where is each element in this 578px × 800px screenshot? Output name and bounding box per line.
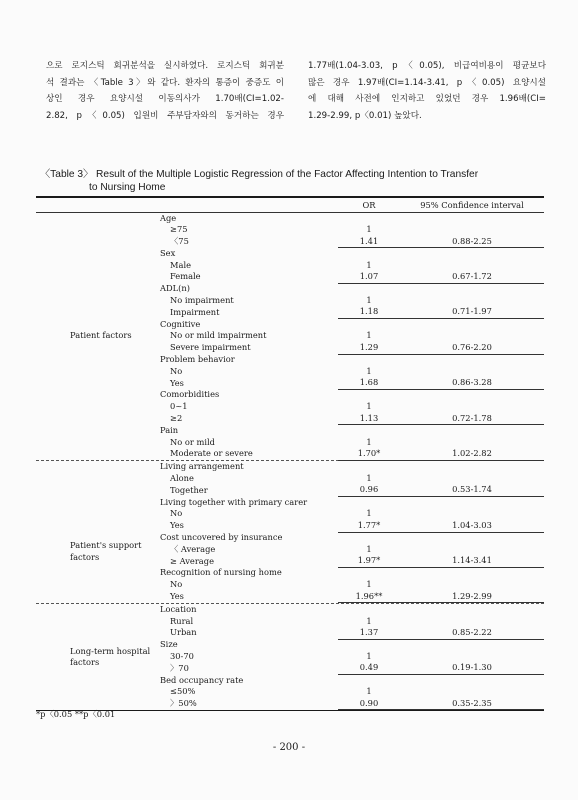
variable-label: Size	[160, 639, 178, 650]
variable-label: Living arrangement	[160, 461, 244, 472]
variable-label: No	[170, 365, 183, 376]
odds-ratio: 1	[366, 650, 372, 661]
body-line: 석 결과는 〈Table 3〉와 같다. 환자의 통증이 중증도 이	[46, 77, 284, 88]
body-line: 2.82, p〈0.05) 입원비 주부담자와의 동거하는 경우	[46, 110, 284, 121]
table-row	[36, 248, 544, 260]
variable-label: Alone	[170, 473, 194, 484]
body-line: 에 대해 사전에 인지하고 있었던 경우 1.96배(CI=	[308, 94, 546, 105]
odds-ratio: 1	[366, 224, 372, 235]
confidence-interval: 0.35-2.35	[400, 698, 544, 711]
variable-label: ≥ Average	[170, 555, 214, 566]
regression-table	[36, 196, 544, 711]
odds-ratio: 1.07	[338, 271, 400, 284]
variable-label: Together	[170, 484, 208, 495]
table-row	[36, 675, 544, 687]
table-row	[36, 686, 544, 698]
variable-label: Age	[160, 212, 177, 223]
page-number: - 200 -	[272, 742, 306, 753]
table-caption	[40, 169, 550, 194]
body-line: 1.29-2.99, p〈0.01) 높았다.	[308, 110, 422, 121]
table-row	[36, 366, 544, 378]
body-text	[46, 58, 546, 124]
table-row	[36, 520, 544, 532]
table-row	[36, 413, 544, 425]
confidence-interval: 0.85-2.22	[400, 627, 544, 640]
odds-ratio: 1	[366, 579, 372, 590]
variable-label: Sex	[160, 247, 176, 258]
table-row	[36, 354, 544, 366]
table-row	[36, 497, 544, 509]
variable-label: ADL(n)	[160, 283, 190, 294]
confidence-interval: 1.04-3.03	[400, 520, 544, 533]
variable-label: Problem behavior	[160, 354, 235, 365]
confidence-interval: 0.53-1.74	[400, 484, 544, 497]
odds-ratio: 1.68	[338, 377, 400, 390]
confidence-interval: 0.67-1.72	[400, 271, 544, 284]
confidence-interval: 0.88-2.25	[400, 236, 544, 249]
odds-ratio: 1	[366, 436, 372, 447]
variable-label: Location	[160, 603, 197, 614]
variable-label: Bed occupancy rate	[160, 674, 244, 685]
table-row	[36, 437, 544, 449]
table-body	[36, 213, 544, 710]
caption-line: 〈Table 3〉 Result of the Multiple Logistic Regression of the Factor Affecting Intention to Transfer	[40, 169, 479, 180]
table-row	[36, 591, 544, 603]
variable-label: Impairment	[170, 306, 220, 317]
odds-ratio: 1	[366, 401, 372, 412]
variable-label: Female	[170, 271, 201, 282]
variable-label: No	[170, 508, 183, 519]
variable-label: Pain	[160, 424, 179, 435]
variable-label: ≥2	[170, 413, 183, 424]
variable-label: Urban	[170, 627, 197, 638]
odds-ratio: 1.97*	[338, 555, 400, 568]
confidence-interval: 1.14-3.41	[400, 555, 544, 568]
table-section	[36, 461, 544, 603]
table-row	[36, 213, 544, 225]
table-row	[36, 378, 544, 390]
variable-label: No impairment	[170, 295, 234, 306]
table-section	[36, 213, 544, 461]
variable-label: Yes	[170, 377, 184, 388]
group-label: Patient's support factors	[70, 540, 142, 562]
table-row	[36, 260, 544, 272]
table-row	[36, 473, 544, 485]
variable-label: Comorbidities	[160, 389, 220, 400]
odds-ratio: 1	[366, 615, 372, 626]
group-label: Patient factors	[70, 330, 132, 341]
table-row	[36, 425, 544, 437]
column-header-ci: 95% Confidence interval	[420, 199, 524, 210]
table-row	[36, 616, 544, 628]
variable-label: Yes	[170, 591, 184, 601]
variable-label: Rural	[170, 615, 194, 626]
odds-ratio: 1.41	[338, 236, 400, 249]
table-row	[36, 485, 544, 497]
odds-ratio: 1	[366, 686, 372, 697]
body-text-left-column	[46, 58, 284, 124]
table-row	[36, 236, 544, 248]
table-section	[36, 604, 544, 710]
odds-ratio: 1	[366, 508, 372, 519]
variable-label: Moderate or severe	[170, 448, 253, 459]
body-line: 상인 경우 요양시설 이동의사가 1.70배(CI=1.02-	[46, 94, 284, 105]
variable-label: 〉70	[170, 662, 189, 673]
table-row	[36, 579, 544, 591]
odds-ratio: 1	[366, 543, 372, 554]
table-row	[36, 283, 544, 295]
variable-label: Cost uncovered by insurance	[160, 532, 283, 543]
confidence-interval: 1.29-2.99	[400, 591, 544, 604]
odds-ratio: 1	[366, 295, 372, 306]
table-row	[36, 567, 544, 579]
variable-label: 〈 Average	[170, 543, 216, 554]
odds-ratio: 0.49	[338, 662, 400, 675]
column-header-or: OR	[362, 199, 376, 210]
table-row	[36, 224, 544, 236]
confidence-interval: 1.02-2.82	[400, 448, 544, 461]
table-row	[36, 401, 544, 413]
odds-ratio: 1	[366, 259, 372, 270]
variable-label: ≤50%	[170, 686, 196, 697]
odds-ratio: 0.96	[338, 484, 400, 497]
variable-label: Male	[170, 259, 192, 270]
table-row	[36, 319, 544, 331]
body-line: 1.77배(1.04-3.03, p〈0.05), 비급여비용이 평균보다	[308, 61, 546, 71]
variable-label: No or mild impairment	[170, 330, 267, 341]
group-label: Long-term hospital factors	[70, 645, 151, 668]
confidence-interval: 0.72-1.78	[400, 413, 544, 426]
variable-label: Living together with primary carer	[160, 496, 308, 507]
footnote: *p〈0.05 **p〈0.01	[36, 709, 116, 719]
odds-ratio: 1.13	[338, 413, 400, 426]
body-line: 으로 로지스틱 회귀분석을 실시하였다. 로지스틱 회귀분	[46, 61, 284, 71]
variable-label: Cognitive	[160, 318, 201, 329]
table-row	[36, 627, 544, 639]
odds-ratio: 1.18	[338, 306, 400, 319]
confidence-interval: 0.71-1.97	[400, 306, 544, 319]
variable-label: ≥75	[170, 224, 188, 235]
odds-ratio: 1.37	[338, 627, 400, 640]
odds-ratio: 1	[366, 473, 372, 484]
table-row	[36, 307, 544, 319]
odds-ratio: 1	[366, 330, 372, 341]
table-row	[36, 295, 544, 307]
table-row	[36, 448, 544, 460]
odds-ratio: 1.96**	[338, 591, 400, 604]
confidence-interval: 0.86-3.28	[400, 377, 544, 390]
variable-label: 0~1	[170, 401, 188, 412]
odds-ratio: 1.29	[338, 342, 400, 355]
confidence-interval: 0.76-2.20	[400, 342, 544, 355]
odds-ratio: 1.70*	[338, 448, 400, 461]
body-line: 많은 경우 1.97배(CI=1.14-3.41, p〈0.05) 요양시설	[308, 77, 546, 88]
table-header	[36, 198, 544, 213]
table-row	[36, 508, 544, 520]
caption-line: to Nursing Home	[89, 181, 166, 193]
variable-label: No	[170, 579, 183, 590]
variable-label: 30-70	[170, 650, 194, 661]
variable-label: Yes	[170, 520, 184, 531]
variable-label: Recognition of nursing home	[160, 567, 282, 578]
variable-label: Severe impairment	[170, 342, 251, 353]
table-row	[36, 342, 544, 354]
variable-label: 〉50%	[170, 698, 197, 709]
table-row	[36, 389, 544, 401]
odds-ratio: 1	[366, 365, 372, 376]
variable-label: 〈75	[170, 236, 189, 247]
table-row	[36, 271, 544, 283]
variable-label: No or mild	[170, 436, 215, 447]
table-row	[36, 604, 544, 616]
odds-ratio: 1.77*	[338, 520, 400, 533]
odds-ratio: 0.90	[338, 698, 400, 711]
table-row	[36, 461, 544, 473]
confidence-interval: 0.19-1.30	[400, 662, 544, 675]
body-text-right-column	[308, 58, 546, 124]
